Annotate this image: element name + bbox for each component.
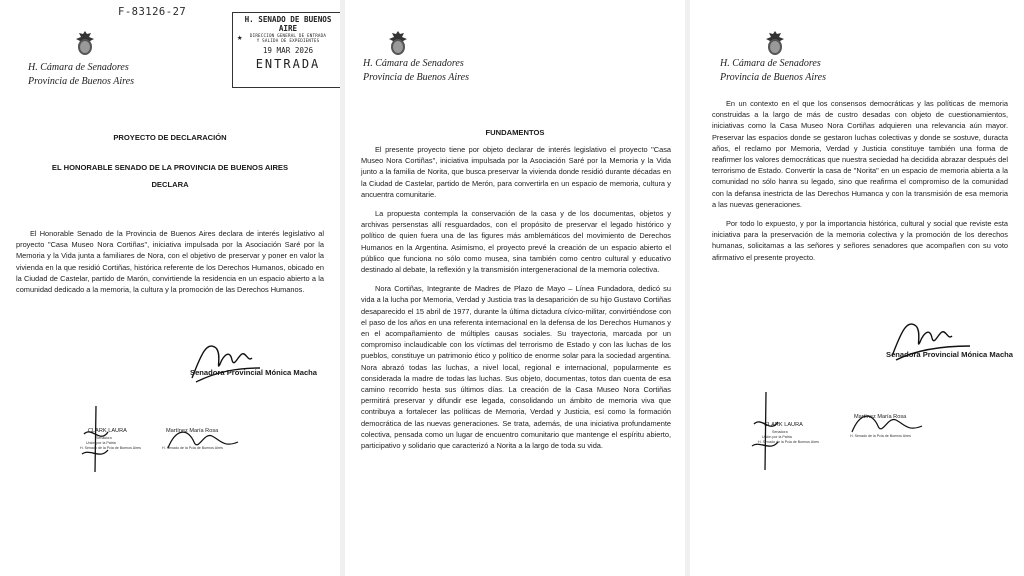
cosigner-1-name: CLARK LAURA bbox=[88, 428, 127, 434]
cosigner-2-chamber: H. Senado de la Pcia de Buenos Aires bbox=[850, 434, 911, 438]
chamber-name-line1: H. Cámara de Senadores bbox=[28, 62, 129, 73]
fundamentos-paragraph-3: Nora Cortiñas, Integrante de Madres de Plazo de Mayo – Línea Fundadora, dedicó su vida a la lucha por Memoria, Verdad y Justicia tras la desaparición de su hijo Gustavo Cortiñas desaparecido el 15 abril de 1977, durante la última dictadura cívico-militar, convirtiéndose con el paso de los años en una referenta internacional en la defensa de los Derechos Humanos y en el acompañamiento de múltiples causas sociales. Su trayectoria, marcada por un compromiso inclaudicable con los víctimas del terrorismo de Estado y con las luchas de los pueblos, constituye un patrimonio ético y político de enorme solar para la sociedad argentina. Nora abrazó todas las luchas, a nivel local, regional e internacional, popularmente es considerada la madre de todas las luchas. Sus objeto, documentas, totos dan cuenta de esa camino recorrido hesta sus últimos días. La creación de la Casa Museo Nora Cortiñas permitirá preservar y difundir ese legada, consolidando un ámbito de memoria viva que contribuya a fortalecer las políticas de Memoria, Verdad y Justicia, esí como la formación democrática de las nuevas generaciones. Se trata, además, de una iniciativa profundamente colectiva, pensada como un lugar de encuentro comunitario que mantenge el espíritu abierto, participativo y solidario que caracterizó a Norita a la largo de toda su vida. bbox=[361, 284, 671, 451]
fundamentos-body bbox=[361, 144, 671, 459]
coat-of-arms-icon bbox=[74, 30, 96, 56]
cosigner-1-block: Unión por la Patria bbox=[762, 435, 792, 439]
continuation-paragraph-2: Por todo lo expuesto, y por la importancia histórica, cultural y social que reviste esta iniciativa para la preservación de la memoria colectiva y la promoción de los derechos humanas, solicitamas a las señores y señores senadores que acompañen con su voto afirmativo el presente proyecto. bbox=[712, 219, 1008, 262]
document-page-1 bbox=[0, 0, 340, 576]
stamp-date: 19 MAR 2026 bbox=[262, 46, 314, 55]
stamp-direction-label: DIRECCION GENERAL DE ENTRADA bbox=[249, 33, 327, 38]
star-icon: ★ bbox=[237, 33, 243, 43]
continuation-paragraph-1: En un contexto en el que los consensos democráticas y las políticas de memoria construidas a la largo de más de custro desadas con objeto de cuestionamientos, iniciativas como la Casa Museo Nora Cortiñas adquieren una relevancia aún mayor. Preservar las espacios donde se gestaron luchas colectivas y donde se sostuve, duracta años, el reclamo por Memoria, Verdad y Justicia constituye también una forma de reafirmer los valores democráticas que nuestra seciedad ha decidida abrazar después del terrorismo de Estado. Convertir la casa de "Norita" en un espacio de memoria abierta a la comunidad no sólo hanra su legado, sino que reafirma el compromiso de la comunidad con la defansa inestricta de las Derechos Humanca y con la transmisión de esa memoria a las nuevas generaciones. bbox=[712, 99, 1008, 209]
document-page-2 bbox=[345, 0, 685, 576]
senator-signature-caption: Senadora Provincial Mónica Macha bbox=[886, 350, 1014, 359]
cosigner-1-chamber: H. Senado de la Pcia de Buenos Aires bbox=[758, 440, 819, 444]
senator-signature-caption: Senadora Provincial Mónica Macha bbox=[190, 368, 318, 377]
fundamentos-paragraph-2: La propuesta contempla la conservación de la casa y de los documentas, objetos y archivas persenstas allí resguardados, con el propósito de preservar el legado histórico y político de quien fuera una de las figures más amblemáticos del movimiento de Derechos Humanos en la Argentina. Asimismo, el proyecto prevé la creación de un espacio abierto el público que funciona no sólo como musea, sina también como centro cultural y educativo destinado al debate, la reflexión y la transmisión intergeneracional de la memoria colectiva. bbox=[361, 209, 671, 275]
cosigner-1-role: Senadora bbox=[772, 430, 788, 434]
chamber-name-line1: H. Cámara de Senadores bbox=[720, 58, 821, 69]
signature-martinez bbox=[164, 418, 244, 458]
document-page-3 bbox=[690, 0, 1024, 576]
document-title: PROYECTO DE DECLARACIÓN bbox=[113, 133, 227, 142]
cosigner-2-name: Martínez María Rosa bbox=[854, 414, 907, 420]
coat-of-arms-icon bbox=[764, 30, 786, 56]
stamp-entry-label: ENTRADA bbox=[255, 57, 321, 71]
coat-of-arms-icon bbox=[387, 30, 409, 56]
declaration-body bbox=[16, 228, 324, 303]
chamber-name-line2: Provincia de Buenos Aires bbox=[720, 72, 826, 83]
signature-clark bbox=[78, 404, 112, 476]
fundamentos-paragraph-1: El presente proyecto tiene por objeto declarar de interés legislativo el proyecto "Casa Museo Nora Cortiñas", iniciativa impulsada por la Asociación Saré por la Memoria y la Vida junto a la familia de Norita, que busca preservar la vivienda donde residió durante décadas en la Ciudad de Castelar, partido de Merón, para convertirla en un espacio de memoria, cultura y ancuentra comunitarie. bbox=[361, 145, 671, 199]
cosigner-1-role: Senadora bbox=[96, 436, 112, 440]
document-subtitle: EL HONORABLE SENADO DE LA PROVINCIA DE BUENOS AIRES bbox=[51, 163, 289, 172]
declaration-paragraph: El Honorable Senado de la Provincia de Buenos Aires declara de interés legislativo al proyecto "Casa Museo Nora Cortiñas", iniciativa impulsada por la Asociación Saré por la Memoria y la Vida junta a familiares de Nora, con el objetivo de preservar y poner en valor la vivienda en la que residió Cortiñas, histórica referente de los Derechos Humanos, obicado en la Ciudad de Castelar, partido de Marón, convirtiende la residencia en un espacio abierto a la comunidad dedicado a la memoria, la cultura y la promoción de las Derechos Humanos. bbox=[16, 229, 324, 295]
fundamentos-heading: FUNDAMENTOS bbox=[485, 128, 545, 137]
chamber-name-line2: Provincia de Buenos Aires bbox=[28, 76, 134, 87]
cosigner-1-chamber: H. Senado de la Pcia de Buenos Aires bbox=[80, 446, 141, 450]
entry-stamp bbox=[232, 12, 340, 88]
file-reference-number: F-83126-27 bbox=[118, 6, 187, 18]
cosigner-1-name: CLARK LAURA bbox=[764, 422, 803, 428]
signature-macha bbox=[186, 328, 266, 388]
stamp-senate-label: H. SENADO DE BUENOS AIRE bbox=[244, 15, 332, 33]
chamber-name-line1: H. Cámara de Senadores bbox=[363, 58, 464, 69]
cosigner-2-name: Martínez María Rosa bbox=[166, 428, 219, 434]
stamp-files-label: Y SALIDA DE EXPEDIENTES bbox=[256, 38, 320, 43]
declares-heading: DECLARA bbox=[151, 180, 189, 189]
chamber-name-line2: Provincia de Buenos Aires bbox=[363, 72, 469, 83]
cosigner-2-chamber: H. Senado de la Pcia de Buenos Aires bbox=[162, 446, 223, 450]
continuation-body bbox=[712, 98, 1008, 271]
cosigner-1-block: Unión por la Patria bbox=[86, 441, 116, 445]
